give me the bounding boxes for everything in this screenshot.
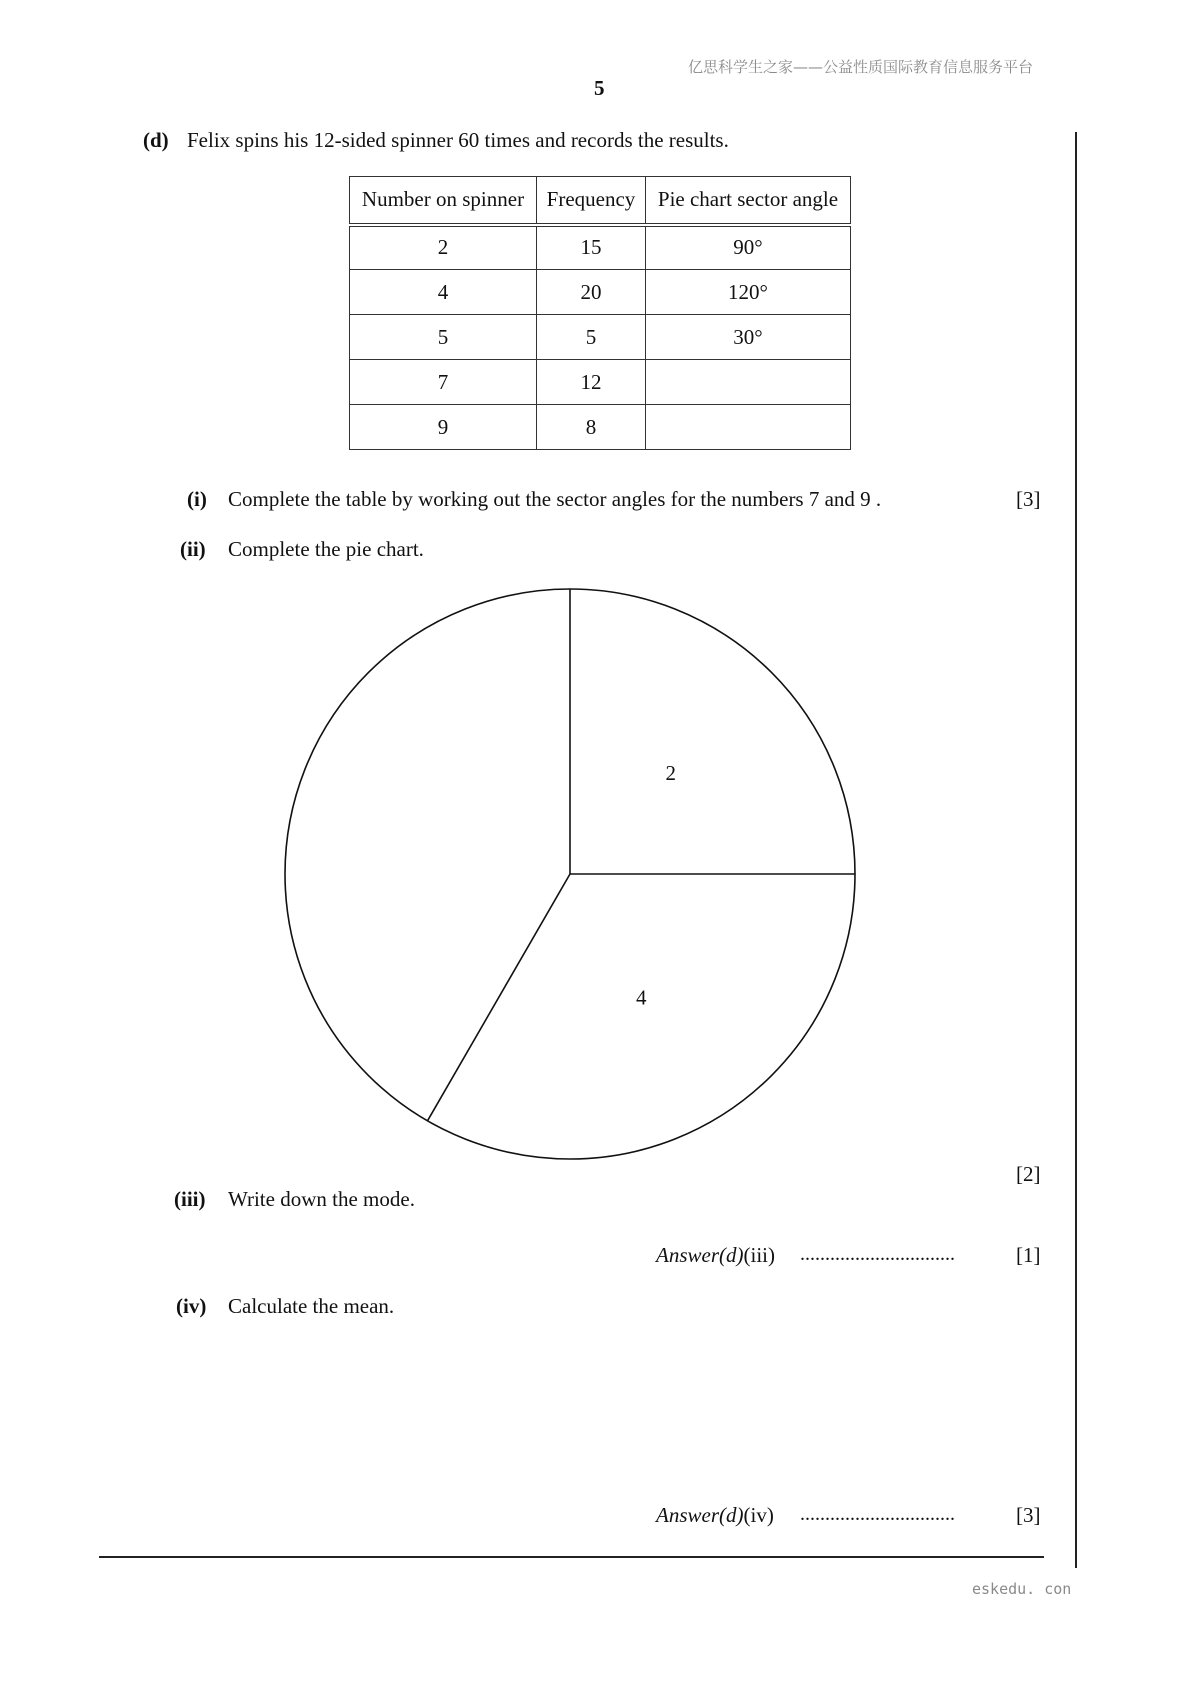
page-number: 5 xyxy=(594,76,605,100)
answer-iv-label xyxy=(656,1503,774,1528)
part-i-text: Complete the table by working out the sector angles for the numbers 7 and 9 . xyxy=(228,487,882,511)
part-iii-label: (iii) xyxy=(174,1187,206,1211)
part-iii-marks: [1] xyxy=(1016,1243,1041,1267)
part-i-label: (i) xyxy=(187,487,207,511)
answer-prefix: Answer(d) xyxy=(656,1243,744,1267)
pie-radius-line xyxy=(428,874,571,1121)
part-ii-label: (ii) xyxy=(180,537,206,561)
cell-frequency: 8 xyxy=(537,405,646,450)
answer-prefix: Answer(d) xyxy=(656,1503,744,1527)
table-row xyxy=(350,270,851,315)
answer-part: (iii) xyxy=(743,1243,775,1267)
cell-number: 9 xyxy=(350,405,537,450)
answer-iii-field[interactable]: ............................... xyxy=(800,1243,955,1265)
part-ii-text: Complete the pie chart. xyxy=(228,537,424,561)
answer-part: (iv) xyxy=(743,1503,774,1527)
pie-slice-label: 2 xyxy=(665,761,677,786)
cell-frequency: 20 xyxy=(537,270,646,315)
part-iv-marks: [3] xyxy=(1016,1503,1041,1527)
cell-number: 2 xyxy=(350,225,537,270)
cell-angle: 90° xyxy=(646,225,851,270)
table-row xyxy=(350,405,851,450)
part-iii-text: Write down the mode. xyxy=(228,1187,415,1211)
cell-number: 5 xyxy=(350,315,537,360)
header-frequency: Frequency xyxy=(537,177,646,225)
header-number: Number on spinner xyxy=(350,177,537,225)
cell-frequency: 15 xyxy=(537,225,646,270)
part-iv-text: Calculate the mean. xyxy=(228,1294,395,1318)
part-i-marks: [3] xyxy=(1016,487,1041,511)
cell-angle-blank[interactable] xyxy=(646,405,851,450)
bottom-rule xyxy=(99,1556,1044,1558)
cell-angle: 30° xyxy=(646,315,851,360)
frequency-table xyxy=(349,176,851,450)
part-ii-marks: [2] xyxy=(1016,1162,1041,1186)
question-text: Felix spins his 12-sided spinner 60 times and records the results. xyxy=(187,128,729,152)
table-row xyxy=(350,360,851,405)
right-margin-line xyxy=(1075,132,1077,1568)
header-watermark: 亿思科学生之家——公益性质国际教育信息服务平台 xyxy=(688,58,1034,76)
cell-frequency: 5 xyxy=(537,315,646,360)
header-sector-angle: Pie chart sector angle xyxy=(646,177,851,225)
footer-site: eskedu. con xyxy=(972,1580,1072,1598)
answer-iv-field[interactable]: ............................... xyxy=(800,1503,955,1525)
cell-angle: 120° xyxy=(646,270,851,315)
part-iv-label: (iv) xyxy=(176,1294,207,1318)
table-row xyxy=(350,225,851,270)
pie-slice-label: 4 xyxy=(636,985,647,1010)
table-header-row xyxy=(350,177,851,225)
answer-iii-label xyxy=(656,1243,775,1268)
pie-outline xyxy=(285,589,855,1159)
question-label: (d) xyxy=(143,128,169,152)
cell-number: 4 xyxy=(350,270,537,315)
cell-angle-blank[interactable] xyxy=(646,360,851,405)
cell-number: 7 xyxy=(350,360,537,405)
table-row xyxy=(350,315,851,360)
cell-frequency: 12 xyxy=(537,360,646,405)
